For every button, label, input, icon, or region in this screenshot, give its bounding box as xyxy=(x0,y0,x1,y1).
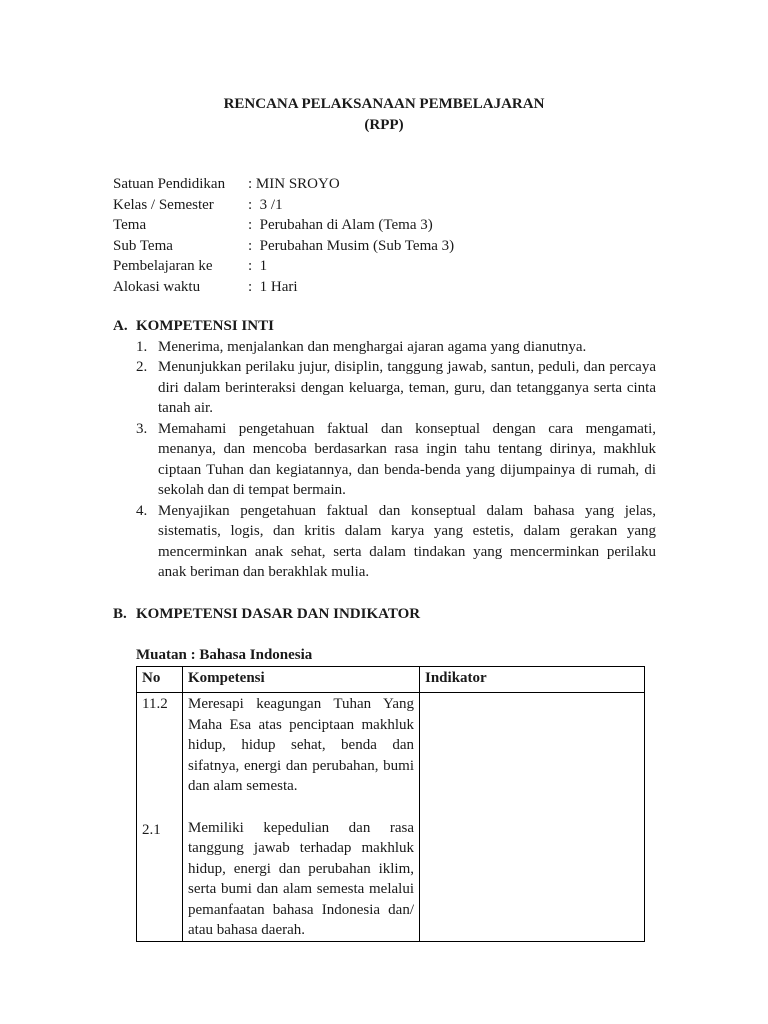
section-kompetensi-inti xyxy=(113,316,658,583)
identity-label: Sub Tema xyxy=(113,237,173,254)
list-text: Memahami pengetahuan faktual dan konseptual dengan cara mengamati, menanya, dan mencoba berdasarkan rasa ingin tahu tentang dirinya, makhluk ciptaan Tuhan dan kegiatannya, dan benda-benda yang dijumpainya di rumah, di sekolah dan di tempat bermain. xyxy=(158,420,656,498)
table-header-row xyxy=(137,667,645,693)
muatan-label: Muatan : Bahasa Indonesia xyxy=(136,647,313,663)
kd-text: Memiliki kepedulian dan rasa tanggung jawab terhadap makhluk hidup, energi dan perubahan iklim, serta bumi dan alam semesta melalui pemanfaatan bahasa Indonesia dan/ atau bahasa daerah. xyxy=(188,819,414,938)
title-line-2: (RPP) xyxy=(364,117,404,133)
identity-row-alokasi xyxy=(113,277,673,298)
document-title xyxy=(0,94,768,136)
identity-value: : Perubahan Musim (Sub Tema 3) xyxy=(248,237,455,254)
identity-label: Kelas / Semester xyxy=(113,196,214,213)
identity-value: : Perubahan di Alam (Tema 3) xyxy=(248,217,433,233)
identity-value: : MIN SROYO xyxy=(248,176,340,192)
header-kompetensi: Kompetensi xyxy=(183,667,420,693)
identity-value: : 1 xyxy=(248,258,268,274)
kd-text: Meresapi keagungan Tuhan Yang Maha Esa atas penciptaan makhluk hidup, hidup sehat, benda dan sifatnya, energi dan perubahan, bumi dan alam semesta. xyxy=(188,696,414,794)
cell-no xyxy=(137,693,183,942)
identity-label: Tema xyxy=(113,217,147,233)
kd-number: 2.1 xyxy=(142,821,161,838)
identity-row-subtema xyxy=(113,236,673,257)
section-letter: B. xyxy=(113,606,127,622)
list-item xyxy=(113,419,658,501)
identity-value: : 3 /1 xyxy=(248,196,283,213)
identity-row-tema xyxy=(113,215,673,236)
header-no: No xyxy=(137,667,183,693)
kompetensi-dasar-table xyxy=(136,666,645,942)
kompetensi-inti-list xyxy=(113,337,658,583)
identity-block xyxy=(113,174,673,297)
title-line-1: RENCANA PELAKSANAAN PEMBELAJARAN xyxy=(223,96,545,112)
table-row xyxy=(137,693,645,942)
list-number: 3. xyxy=(136,420,148,437)
identity-label: Alokasi waktu xyxy=(113,278,201,295)
list-text: Menyajikan pengetahuan faktual dan konseptual dalam bahasa yang jelas, sistematis, logis, dan kritis dalam karya yang estetis, dalam gerakan yang mencerminkan anak sehat, serta dalam tindakan yang mencerminkan perilaku anak beriman dan berakhlak mulia. xyxy=(158,502,656,580)
identity-label: Satuan Pendidikan xyxy=(113,176,226,192)
list-number: 4. xyxy=(136,502,148,519)
identity-row-satuan xyxy=(113,174,673,195)
section-heading xyxy=(113,316,658,337)
section-title: KOMPETENSI DASAR DAN INDIKATOR xyxy=(136,606,421,622)
identity-row-pembelajaran xyxy=(113,256,673,277)
list-text: Menunjukkan perilaku jujur, disiplin, tanggung jawab, santun, peduli, dan percaya diri dalam berinteraksi dengan keluarga, teman, guru, dan tetangganya serta cinta tanah air. xyxy=(158,359,656,416)
identity-label: Pembelajaran ke xyxy=(113,258,213,274)
section-title: KOMPETENSI INTI xyxy=(136,318,274,334)
list-item xyxy=(113,357,658,419)
list-item xyxy=(113,501,658,583)
identity-value: : 1 Hari xyxy=(248,278,298,295)
identity-row-kelas xyxy=(113,195,673,216)
list-item xyxy=(113,337,658,358)
section-kompetensi-dasar xyxy=(113,604,658,625)
section-heading xyxy=(113,604,658,625)
cell-kompetensi xyxy=(183,693,420,942)
list-text: Menerima, menjalankan dan menghargai ajaran agama yang dianutnya. xyxy=(158,338,587,355)
section-letter: A. xyxy=(113,318,128,334)
kd-number: 11.2 xyxy=(142,696,168,712)
list-number: 2. xyxy=(136,359,148,375)
header-indikator: Indikator xyxy=(420,667,645,693)
list-number: 1. xyxy=(136,338,148,355)
cell-indikator xyxy=(420,693,645,942)
